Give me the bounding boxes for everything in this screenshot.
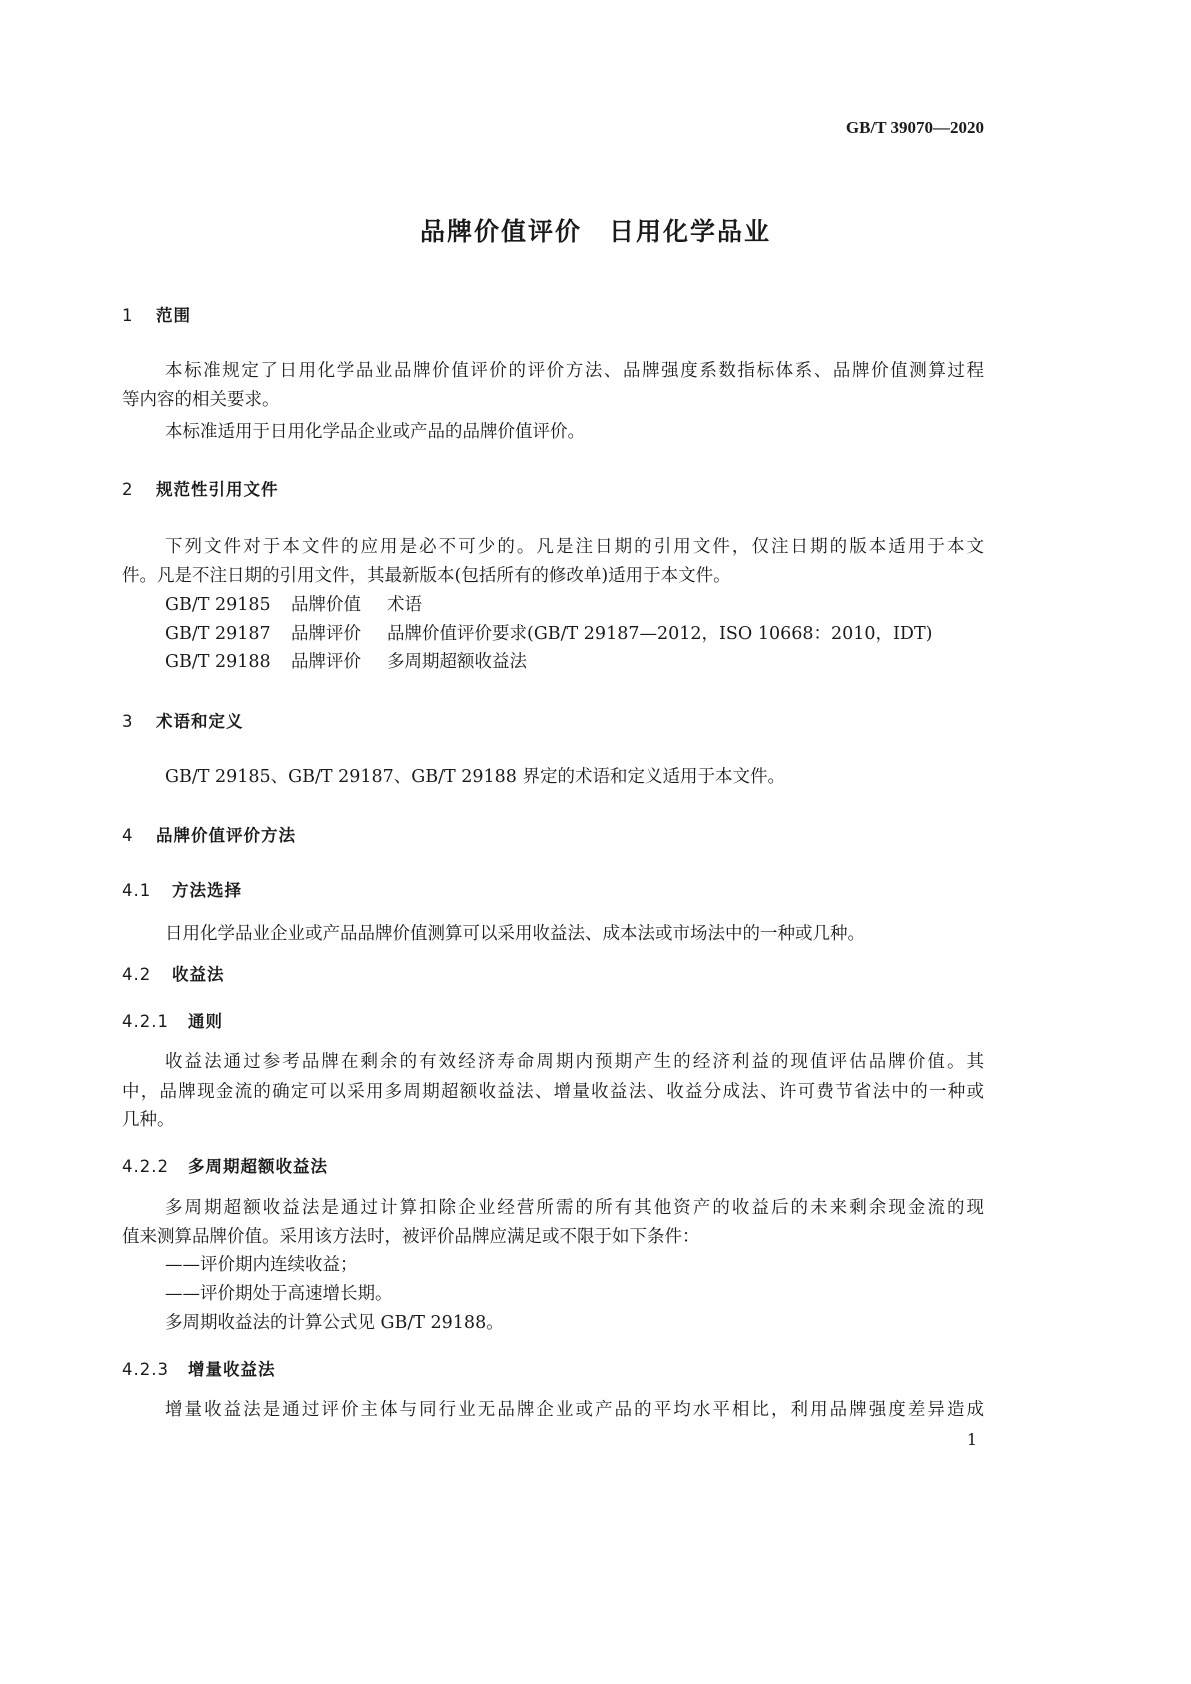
section-heading-terms [122, 708, 244, 732]
section-title: 规范性引用文件 [156, 480, 279, 499]
section-title: 品牌价值评价方法 [156, 826, 296, 845]
standard-code-header: GB/T 39070—2020 [845, 118, 984, 137]
reference-title: 术语 [387, 595, 422, 615]
reference-code: GB/T 29185 [165, 595, 271, 615]
section-heading-mpeem [122, 1153, 328, 1177]
section-number: 4.2.1 [122, 1012, 169, 1031]
section-title: 增量收益法 [188, 1360, 276, 1379]
paragraph-line: 几种。 [122, 1110, 175, 1130]
paragraph-line: 日用化学品业企业或产品品牌价值测算可以采用收益法、成本法或市场法中的一种或几种。 [165, 924, 865, 944]
paragraph-line: 件。凡是不注日期的引用文件，其最新版本(包括所有的修改单)适用于本文件。 [122, 566, 731, 586]
reference-name: 品牌评价 [291, 624, 361, 644]
reference-title: 品牌价值评价要求(GB/T 29187—2012，ISO 10668：2010，IDT) [387, 624, 933, 644]
section-number: 1 [122, 306, 134, 325]
section-heading-method-selection [122, 877, 242, 901]
section-number: 4.2 [122, 965, 152, 984]
section-title: 多周期超额收益法 [188, 1157, 328, 1176]
section-number: 4 [122, 826, 134, 845]
reference-code: GB/T 29187 [165, 624, 271, 644]
section-title: 范围 [156, 306, 191, 325]
paragraph-line: 值来测算品牌价值。采用该方法时，被评价品牌应满足或不限于如下条件： [122, 1227, 700, 1247]
paragraph-line: 中，品牌现金流的确定可以采用多周期超额收益法、增量收益法、收益分成法、许可费节省法中的一种或 [122, 1082, 984, 1102]
reference-name: 品牌评价 [291, 652, 361, 672]
list-item: ——评价期内连续收益； [165, 1255, 358, 1275]
section-number: 4.1 [122, 881, 152, 900]
page-number: 1 [966, 1430, 977, 1449]
paragraph-line: 下列文件对于本文件的应用是必不可少的。凡是注日期的引用文件，仅注日期的版本适用于本文 [165, 537, 984, 557]
section-heading-normative-references [122, 476, 279, 500]
section-title: 收益法 [172, 965, 225, 984]
paragraph-line: 多周期收益法的计算公式见 GB/T 29188。 [165, 1313, 504, 1333]
paragraph-line: 等内容的相关要求。 [122, 390, 280, 410]
reference-title: 多周期超额收益法 [387, 652, 527, 672]
section-number: 4.2.3 [122, 1360, 169, 1379]
paragraph-line: 收益法通过参考品牌在剩余的有效经济寿命周期内预期产生的经济利益的现值评估品牌价值。其 [165, 1052, 984, 1072]
document-title: 品牌价值评价 日用化学品业 [419, 217, 771, 246]
section-number: 3 [122, 712, 134, 731]
paragraph-line: 本标准适用于日用化学品企业或产品的品牌价值评价。 [165, 422, 585, 442]
section-number: 2 [122, 480, 134, 499]
section-title: 方法选择 [172, 881, 242, 900]
section-number: 4.2.2 [122, 1157, 169, 1176]
section-heading-income-approach [122, 961, 225, 985]
reference-code: GB/T 29188 [165, 652, 271, 672]
section-heading-incremental-income [122, 1356, 276, 1380]
section-heading-general [122, 1008, 223, 1032]
section-heading-scope [122, 302, 191, 326]
paragraph-line: 本标准规定了日用化学品业品牌价值评价的评价方法、品牌强度系数指标体系、品牌价值测算过程 [165, 361, 984, 381]
section-heading-methods [122, 822, 296, 846]
reference-item [165, 648, 984, 673]
reference-item [165, 591, 984, 616]
list-item: ——评价期处于高速增长期。 [165, 1284, 393, 1304]
section-title: 术语和定义 [156, 712, 244, 731]
paragraph-line: GB/T 29185、GB/T 29187、GB/T 29188 界定的术语和定义适用于本文件。 [165, 767, 785, 787]
reference-item [165, 620, 984, 645]
paragraph-line: 增量收益法是通过评价主体与同行业无品牌企业或产品的平均水平相比，利用品牌强度差异造成 [165, 1400, 984, 1420]
paragraph-line: 多周期超额收益法是通过计算扣除企业经营所需的所有其他资产的收益后的未来剩余现金流的现 [165, 1198, 984, 1218]
section-title: 通则 [188, 1012, 223, 1031]
reference-name: 品牌价值 [291, 595, 361, 615]
